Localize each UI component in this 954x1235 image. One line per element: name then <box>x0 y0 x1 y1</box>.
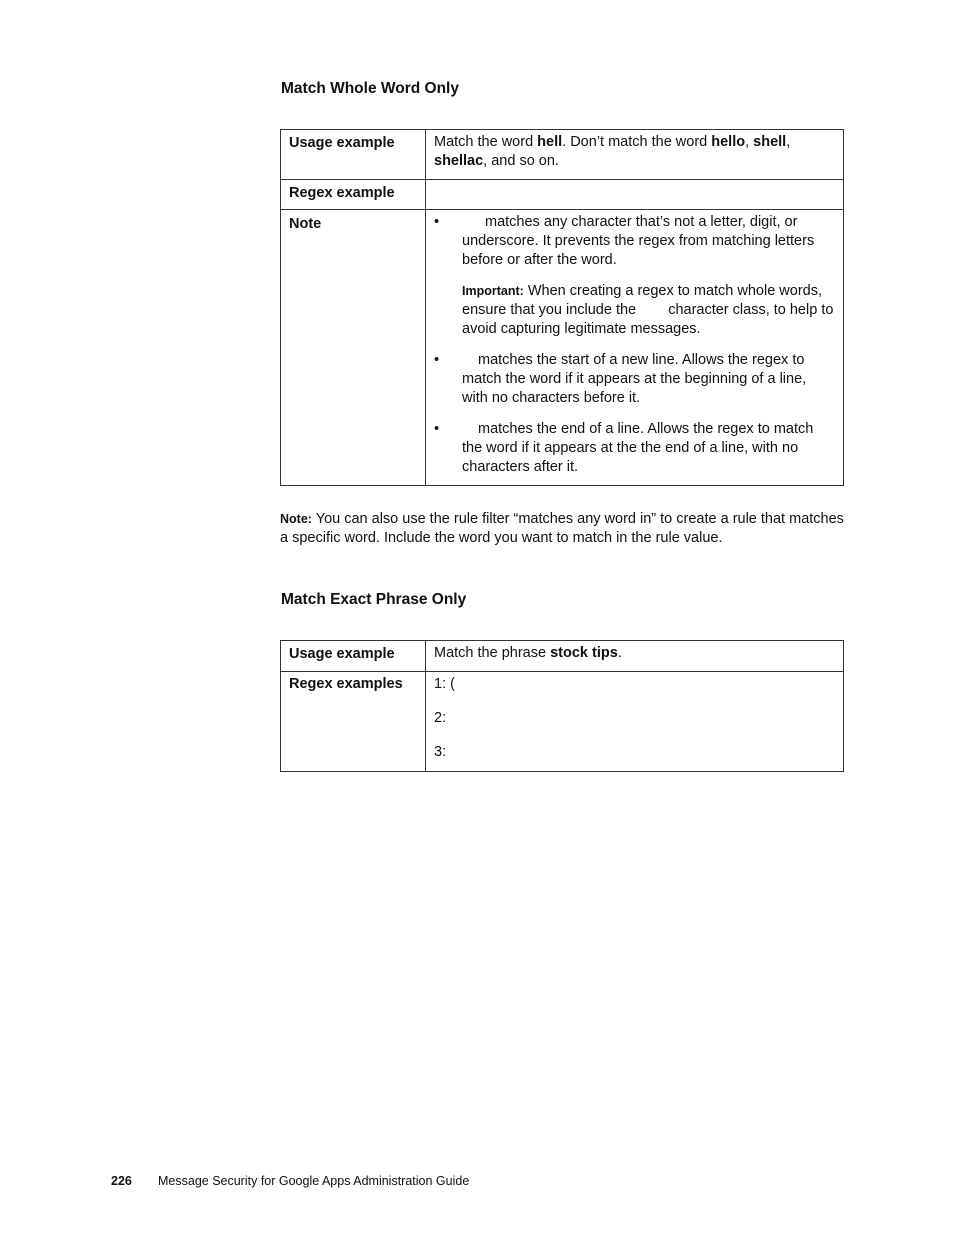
important-note <box>434 282 835 339</box>
bullet-icon: • <box>434 421 440 437</box>
page-number: 226 <box>111 1174 132 1188</box>
list-item <box>434 351 835 408</box>
usage-word-hell: hell <box>537 134 563 150</box>
usage-text: , and so on. <box>483 153 559 169</box>
usage-word-shellac: shellac <box>434 153 484 169</box>
bullet-icon: • <box>434 214 440 230</box>
important-text: When creating a regex to match whole words, ensure that you include the <box>462 283 823 318</box>
usage-value <box>426 130 844 180</box>
regex-example: 2: <box>434 710 447 726</box>
note-paragraph <box>280 510 846 548</box>
list-item <box>434 420 835 477</box>
regex-label: Regex example <box>281 180 426 210</box>
list-item <box>434 213 835 270</box>
bullet-icon: • <box>434 352 440 368</box>
bullet2-text: matches the start of a new line. Allows the regex to match the word if it appears at the beginning of a line, with no characters before it. <box>462 352 807 406</box>
regex-values <box>426 672 844 772</box>
regex-example: 1: ( <box>434 676 455 692</box>
whole-word-table <box>280 129 844 486</box>
table-row <box>281 672 844 772</box>
section-heading-exact-phrase: Match Exact Phrase Only <box>281 591 467 608</box>
usage-phrase: stock tips <box>550 645 618 661</box>
regex-label: Regex examples <box>281 672 426 772</box>
table-row <box>281 130 844 180</box>
usage-word-hello: hello <box>711 134 746 150</box>
regex-value <box>426 180 844 210</box>
table-row <box>281 641 844 672</box>
bullet3-text: matches the end of a line. Allows the regex to match the word if it appears at the the end of a line, with no characters after it. <box>462 421 814 475</box>
table-row <box>281 180 844 210</box>
usage-text: Match the word <box>434 134 538 150</box>
usage-text: . <box>617 645 622 661</box>
bullet1-text: matches any character that’s not a letter, digit, or underscore. It prevents the regex from matching letters before or after the word. <box>462 214 815 268</box>
usage-text: . Don’t match the word <box>562 134 712 150</box>
important-label: Important: <box>462 284 524 298</box>
note-paragraph-text: You can also use the rule filter “matches any word in” to create a rule that matches a specific word. Include the word you want to match in the rule value. <box>280 511 844 546</box>
usage-text: Match the phrase <box>434 645 551 661</box>
section-heading-whole-word: Match Whole Word Only <box>281 80 459 97</box>
exact-phrase-table <box>280 640 844 772</box>
footer-title: Message Security for Google Apps Administration Guide <box>158 1174 470 1188</box>
usage-label: Usage example <box>281 130 426 180</box>
usage-value <box>426 641 844 672</box>
note-value <box>426 210 844 486</box>
usage-word-shell: shell <box>753 134 787 150</box>
important-text: character class, to help to avoid capturing legitimate messages. <box>462 302 834 337</box>
note-label: Note <box>281 210 426 486</box>
usage-text: , <box>786 134 791 150</box>
regex-example: 3: <box>434 744 447 760</box>
table-row <box>281 210 844 486</box>
usage-label: Usage example <box>281 641 426 672</box>
usage-text: , <box>745 134 754 150</box>
note-paragraph-label: Note: <box>280 512 312 526</box>
